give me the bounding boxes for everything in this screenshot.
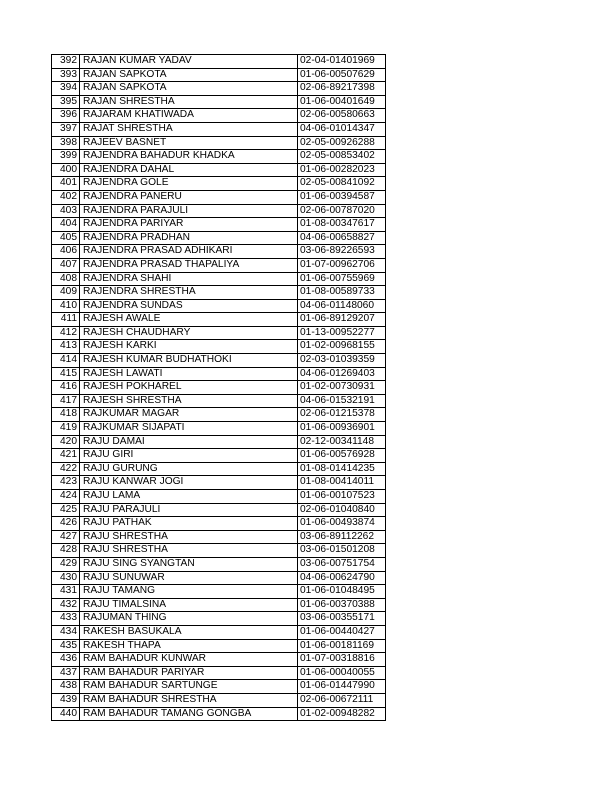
table-row: [52, 639, 386, 653]
row-number: 438: [52, 680, 80, 694]
row-number: 400: [52, 163, 80, 177]
id-code: 01-08-00414011: [298, 476, 386, 490]
person-name: RAJENDRA PRASAD THAPALIYA: [80, 258, 298, 272]
table-row: [52, 272, 386, 286]
person-name: RAJU SHRESTHA: [80, 544, 298, 558]
id-code: 01-07-00318816: [298, 653, 386, 667]
id-code: 02-06-01215378: [298, 408, 386, 422]
table-row: [52, 354, 386, 368]
person-name: RAJU SUNUWAR: [80, 571, 298, 585]
table-row: [52, 258, 386, 272]
row-number: 394: [52, 82, 80, 96]
id-code: 01-06-00282023: [298, 163, 386, 177]
row-number: 413: [52, 340, 80, 354]
person-name: RAJESH AWALE: [80, 313, 298, 327]
id-code: 02-03-01039359: [298, 354, 386, 368]
roster-table: [51, 54, 386, 721]
person-name: RAJU TAMANG: [80, 585, 298, 599]
person-name: RAJESH SHRESTHA: [80, 394, 298, 408]
table-row: [52, 163, 386, 177]
row-number: 407: [52, 258, 80, 272]
row-number: 419: [52, 422, 80, 436]
row-number: 424: [52, 490, 80, 504]
table-row: [52, 231, 386, 245]
row-number: 425: [52, 503, 80, 517]
id-code: 02-05-00926288: [298, 136, 386, 150]
table-row: [52, 653, 386, 667]
table-row: [52, 68, 386, 82]
id-code: 01-02-00968155: [298, 340, 386, 354]
table-row: [52, 299, 386, 313]
id-code: 04-06-00658827: [298, 231, 386, 245]
id-code: 01-13-00952277: [298, 326, 386, 340]
person-name: RAJAN KUMAR YADAV: [80, 55, 298, 69]
person-name: RAM BAHADUR TAMANG GONGBA: [80, 707, 298, 721]
row-number: 404: [52, 218, 80, 232]
row-number: 401: [52, 177, 80, 191]
table-row: [52, 612, 386, 626]
table-row: [52, 462, 386, 476]
id-code: 02-06-00580663: [298, 109, 386, 123]
person-name: RAJU KANWAR JOGI: [80, 476, 298, 490]
row-number: 433: [52, 612, 80, 626]
table-row: [52, 571, 386, 585]
person-name: RAJENDRA GOLE: [80, 177, 298, 191]
row-number: 427: [52, 530, 80, 544]
table-row: [52, 693, 386, 707]
id-code: 02-05-00853402: [298, 150, 386, 164]
person-name: RAJKUMAR MAGAR: [80, 408, 298, 422]
row-number: 434: [52, 625, 80, 639]
row-number: 403: [52, 204, 80, 218]
id-code: 01-06-00576928: [298, 449, 386, 463]
row-number: 411: [52, 313, 80, 327]
person-name: RAJARAM KHATIWADA: [80, 109, 298, 123]
row-number: 440: [52, 707, 80, 721]
person-name: RAJAN SAPKOTA: [80, 82, 298, 96]
id-code: 01-02-00948282: [298, 707, 386, 721]
table-row: [52, 245, 386, 259]
row-number: 406: [52, 245, 80, 259]
row-number: 426: [52, 517, 80, 531]
person-name: RAJU PARAJULI: [80, 503, 298, 517]
table-row: [52, 190, 386, 204]
person-name: RAJU LAMA: [80, 490, 298, 504]
person-name: RAJU GURUNG: [80, 462, 298, 476]
person-name: RAJENDRA PANERU: [80, 190, 298, 204]
person-name: RAJEEV BASNET: [80, 136, 298, 150]
id-code: 01-06-00493874: [298, 517, 386, 531]
row-number: 415: [52, 367, 80, 381]
row-number: 398: [52, 136, 80, 150]
id-code: 03-06-00751754: [298, 557, 386, 571]
row-number: 395: [52, 95, 80, 109]
table-row: [52, 394, 386, 408]
row-number: 410: [52, 299, 80, 313]
table-row: [52, 625, 386, 639]
row-number: 409: [52, 286, 80, 300]
row-number: 428: [52, 544, 80, 558]
table-row: [52, 367, 386, 381]
table-row: [52, 218, 386, 232]
row-number: 408: [52, 272, 80, 286]
row-number: 414: [52, 354, 80, 368]
person-name: RAJUMAN THING: [80, 612, 298, 626]
row-number: 423: [52, 476, 80, 490]
row-number: 422: [52, 462, 80, 476]
row-number: 437: [52, 666, 80, 680]
row-number: 399: [52, 150, 80, 164]
person-name: RAM BAHADUR KUNWAR: [80, 653, 298, 667]
id-code: 01-06-00394587: [298, 190, 386, 204]
person-name: RAJESH CHAUDHARY: [80, 326, 298, 340]
table-row: [52, 449, 386, 463]
person-name: RAJESH KARKI: [80, 340, 298, 354]
row-number: 430: [52, 571, 80, 585]
table-row: [52, 326, 386, 340]
person-name: RAM BAHADUR SARTUNGE: [80, 680, 298, 694]
id-code: 01-06-00107523: [298, 490, 386, 504]
table-row: [52, 557, 386, 571]
person-name: RAM BAHADUR SHRESTHA: [80, 693, 298, 707]
person-name: RAJENDRA PRADHAN: [80, 231, 298, 245]
row-number: 402: [52, 190, 80, 204]
person-name: RAKESH THAPA: [80, 639, 298, 653]
row-number: 421: [52, 449, 80, 463]
person-name: RAJENDRA PRASAD ADHIKARI: [80, 245, 298, 259]
row-number: 429: [52, 557, 80, 571]
person-name: RAJAN SAPKOTA: [80, 68, 298, 82]
person-name: RAM BAHADUR PARIYAR: [80, 666, 298, 680]
person-name: RAJU PATHAK: [80, 517, 298, 531]
table-row: [52, 95, 386, 109]
row-number: 412: [52, 326, 80, 340]
table-row: [52, 122, 386, 136]
row-number: 397: [52, 122, 80, 136]
person-name: RAJU DAMAI: [80, 435, 298, 449]
person-name: RAJAN SHRESTHA: [80, 95, 298, 109]
id-code: 01-06-00401649: [298, 95, 386, 109]
person-name: RAJU TIMALSINA: [80, 598, 298, 612]
id-code: 01-06-00507629: [298, 68, 386, 82]
row-number: 439: [52, 693, 80, 707]
row-number: 396: [52, 109, 80, 123]
table-row: [52, 381, 386, 395]
id-code: 01-08-00347617: [298, 218, 386, 232]
id-code: 01-06-00370388: [298, 598, 386, 612]
person-name: RAJAT SHRESTHA: [80, 122, 298, 136]
id-code: 01-06-01048495: [298, 585, 386, 599]
row-number: 405: [52, 231, 80, 245]
person-name: RAJENDRA SUNDAS: [80, 299, 298, 313]
id-code: 04-06-00624790: [298, 571, 386, 585]
row-number: 432: [52, 598, 80, 612]
row-number: 416: [52, 381, 80, 395]
id-code: 03-06-89226593: [298, 245, 386, 259]
person-name: RAJU SHRESTHA: [80, 530, 298, 544]
id-code: 03-06-00355171: [298, 612, 386, 626]
person-name: RAJKUMAR SIJAPATI: [80, 422, 298, 436]
id-code: 03-06-89112262: [298, 530, 386, 544]
id-code: 01-06-01447990: [298, 680, 386, 694]
row-number: 418: [52, 408, 80, 422]
table-row: [52, 408, 386, 422]
id-code: 02-06-89217398: [298, 82, 386, 96]
person-name: RAJENDRA DAHAL: [80, 163, 298, 177]
table-row: [52, 490, 386, 504]
person-name: RAJESH POKHAREL: [80, 381, 298, 395]
roster-body: [52, 55, 386, 721]
table-row: [52, 517, 386, 531]
table-row: [52, 530, 386, 544]
row-number: 392: [52, 55, 80, 69]
id-code: 01-06-00040055: [298, 666, 386, 680]
table-row: [52, 150, 386, 164]
id-code: 04-06-01148060: [298, 299, 386, 313]
table-row: [52, 544, 386, 558]
table-row: [52, 666, 386, 680]
row-number: 417: [52, 394, 80, 408]
table-row: [52, 585, 386, 599]
id-code: 04-06-01269403: [298, 367, 386, 381]
id-code: 01-02-00730931: [298, 381, 386, 395]
row-number: 431: [52, 585, 80, 599]
table-row: [52, 109, 386, 123]
table-row: [52, 204, 386, 218]
row-number: 393: [52, 68, 80, 82]
table-row: [52, 598, 386, 612]
person-name: RAJU SING SYANGTAN: [80, 557, 298, 571]
table-row: [52, 680, 386, 694]
row-number: 436: [52, 653, 80, 667]
person-name: RAJENDRA PARIYAR: [80, 218, 298, 232]
person-name: RAJENDRA SHRESTHA: [80, 286, 298, 300]
id-code: 01-06-00181169: [298, 639, 386, 653]
table-row: [52, 286, 386, 300]
id-code: 02-06-01040840: [298, 503, 386, 517]
id-code: 02-04-01401969: [298, 55, 386, 69]
id-code: 01-06-89129207: [298, 313, 386, 327]
id-code: 02-06-00672111: [298, 693, 386, 707]
table-row: [52, 422, 386, 436]
person-name: RAJENDRA SHAHI: [80, 272, 298, 286]
person-name: RAJENDRA PARAJULI: [80, 204, 298, 218]
table-row: [52, 340, 386, 354]
table-row: [52, 177, 386, 191]
id-code: 04-06-01014347: [298, 122, 386, 136]
table-row: [52, 476, 386, 490]
id-code: 04-06-01532191: [298, 394, 386, 408]
id-code: 02-12-00341148: [298, 435, 386, 449]
table-row: [52, 435, 386, 449]
row-number: 420: [52, 435, 80, 449]
person-name: RAJESH LAWATI: [80, 367, 298, 381]
id-code: 01-07-00962706: [298, 258, 386, 272]
id-code: 01-06-00755969: [298, 272, 386, 286]
row-number: 435: [52, 639, 80, 653]
table-row: [52, 82, 386, 96]
table-row: [52, 503, 386, 517]
id-code: 01-06-00936901: [298, 422, 386, 436]
person-name: RAJENDRA BAHADUR KHADKA: [80, 150, 298, 164]
id-code: 03-06-01501208: [298, 544, 386, 558]
person-name: RAJESH KUMAR BUDHATHOKI: [80, 354, 298, 368]
table-row: [52, 707, 386, 721]
id-code: 01-08-00589733: [298, 286, 386, 300]
person-name: RAKESH BASUKALA: [80, 625, 298, 639]
table-row: [52, 55, 386, 69]
id-code: 01-08-01414235: [298, 462, 386, 476]
id-code: 01-06-00440427: [298, 625, 386, 639]
person-name: RAJU GIRI: [80, 449, 298, 463]
table-row: [52, 313, 386, 327]
table-row: [52, 136, 386, 150]
id-code: 02-05-00841092: [298, 177, 386, 191]
id-code: 02-06-00787020: [298, 204, 386, 218]
